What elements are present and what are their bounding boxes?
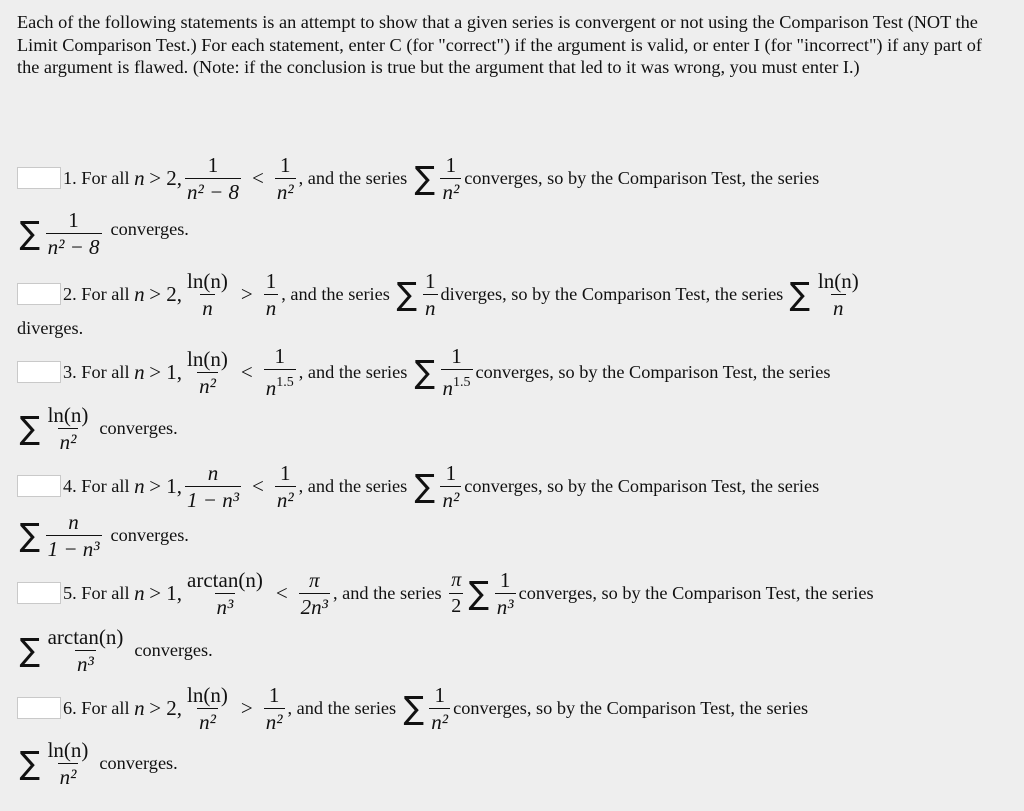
denominator: n³ (496, 594, 514, 619)
statement-2-line2 (17, 318, 83, 339)
denominator: n² − 8 (187, 179, 240, 204)
numerator: n (207, 460, 219, 485)
statement-5-line2 (17, 620, 213, 680)
comma: , (176, 580, 183, 605)
numerator: ln(n) (187, 346, 228, 371)
exponent: 1.5 (276, 375, 294, 390)
answer-input-4[interactable] (17, 475, 61, 497)
denominator: n² (199, 709, 216, 734)
sigma-icon: ∑ (19, 409, 41, 447)
statement-3-line2 (17, 398, 178, 458)
rhs-fraction (275, 153, 296, 204)
and-series-text: , and the series (332, 582, 442, 603)
final-fraction (46, 510, 102, 561)
final-fraction (46, 208, 102, 259)
sigma-icon: ∑ (468, 574, 490, 612)
var-n: n (134, 473, 145, 498)
answer-input-5[interactable] (17, 582, 61, 604)
numerator: 1 (207, 152, 219, 177)
lhs-fraction (185, 153, 241, 204)
statement-4-line2 (17, 505, 189, 565)
condition: > 2 (149, 281, 177, 306)
sigma-icon: ∑ (414, 159, 435, 197)
condition: > 1 (149, 473, 177, 498)
comma: , (176, 359, 183, 384)
numerator: 1 (268, 682, 280, 707)
sigma-icon: ∑ (414, 353, 435, 391)
final-word: converges. (99, 752, 178, 773)
statement-1-line2 (17, 203, 189, 263)
relation: < (240, 359, 253, 384)
rhs-fraction (264, 269, 279, 320)
denominator: 1 − n³ (187, 487, 240, 512)
rhs-fraction (264, 344, 296, 400)
numerator: ln(n) (817, 268, 859, 293)
numerator: arctan(n) (47, 624, 124, 649)
denominator: $n^{1.5}$ (264, 369, 296, 400)
var-n: n (134, 281, 145, 306)
numerator: 1 (499, 567, 511, 592)
for-all-text: For all (81, 475, 130, 496)
comma: , (176, 281, 183, 306)
item-number: 3. (63, 361, 77, 382)
sigma-icon: ∑ (414, 467, 435, 505)
for-all-text: For all (81, 167, 130, 188)
numerator: π (309, 567, 320, 592)
conclusion-text: converges, so by the Comparison Test, the series (464, 167, 820, 188)
rhs-fraction (264, 683, 285, 734)
statement-1 (63, 148, 819, 208)
rhs-fraction (299, 568, 330, 619)
lhs-fraction (185, 568, 265, 619)
sigma-icon: ∑ (19, 744, 41, 782)
var-n: n (134, 165, 145, 190)
for-all-text: For all (81, 283, 130, 304)
denominator: n² (442, 179, 460, 204)
conclusion-text: converges, so by the Comparison Test, the series (453, 697, 809, 718)
series-fraction (440, 153, 461, 204)
final-word: converges. (110, 218, 189, 239)
denominator: n³ (77, 651, 94, 676)
rhs-fraction (275, 461, 296, 512)
denominator: n² (59, 429, 77, 454)
conclusion-text: converges, so by the Comparison Test, the series (518, 582, 874, 603)
final-word: diverges. (17, 318, 84, 338)
var-n: n (134, 359, 145, 384)
numerator: 1 (280, 152, 291, 177)
item-number: 6. (63, 697, 77, 718)
for-all-text: For all (81, 697, 130, 718)
final-fraction (816, 269, 861, 320)
series-fraction (423, 269, 438, 320)
denominator: n (202, 295, 213, 320)
denominator: 2n³ (300, 594, 328, 619)
numerator: 1 (451, 344, 462, 368)
relation: < (252, 165, 264, 190)
comma: , (176, 165, 183, 190)
and-series-text: , and the series (298, 167, 408, 188)
series-fraction (441, 344, 473, 400)
final-fraction (46, 625, 126, 676)
relation: < (275, 580, 288, 605)
sigma-icon: ∑ (396, 275, 418, 313)
series-fraction (440, 461, 461, 512)
exponent: 1.5 (453, 375, 471, 390)
conclusion-text: converges, so by the Comparison Test, the series (475, 361, 831, 382)
sigma-icon: ∑ (19, 631, 41, 669)
numerator: ln(n) (47, 402, 89, 427)
denominator: n (265, 295, 277, 320)
statement-6-line2 (17, 733, 178, 793)
denominator: n² (276, 179, 294, 204)
lhs-fraction (185, 461, 241, 512)
item-number: 2. (63, 283, 77, 304)
denominator: n (425, 295, 436, 320)
numerator: ln(n) (187, 268, 228, 293)
statement-3 (63, 342, 830, 402)
answer-input-6[interactable] (17, 697, 61, 719)
denominator: n (833, 295, 844, 320)
numerator: 1 (425, 268, 436, 293)
and-series-text: , and the series (287, 697, 397, 718)
final-fraction (46, 403, 91, 454)
denominator: $n^{1.5}$ (441, 369, 473, 400)
and-series-text: , and the series (281, 283, 390, 304)
lhs-fraction (185, 269, 230, 320)
and-series-text: , and the series (298, 475, 408, 496)
denominator: n² (199, 373, 216, 398)
sigma-icon: ∑ (403, 689, 424, 727)
relation: > (240, 695, 253, 720)
lhs-fraction (185, 683, 230, 734)
statement-6 (63, 678, 808, 738)
numerator: 1 (434, 682, 445, 707)
numerator: 1 (445, 152, 457, 177)
denominator: n² (442, 487, 460, 512)
condition: > 2 (149, 695, 177, 720)
comma: , (176, 473, 183, 498)
denominator: n² (276, 487, 294, 512)
condition: > 1 (149, 580, 177, 605)
sigma-icon: ∑ (19, 516, 41, 554)
statement-5 (63, 563, 874, 623)
denominator: 2 (451, 594, 462, 617)
conclusion-text: diverges, so by the Comparison Test, the series (440, 283, 784, 304)
and-series-text: , and the series (298, 361, 408, 382)
denominator: n² − 8 (47, 234, 100, 259)
series-fraction (495, 568, 516, 619)
relation: > (240, 281, 253, 306)
final-word: converges. (110, 524, 189, 545)
condition: > 2 (149, 165, 177, 190)
var-n: n (134, 695, 145, 720)
numerator: ln(n) (187, 682, 228, 707)
lhs-fraction (185, 347, 230, 398)
numerator: π (451, 568, 462, 591)
numerator: 1 (265, 268, 277, 293)
item-number: 5. (63, 582, 77, 603)
statement-2 (63, 264, 864, 324)
numerator: ln(n) (47, 737, 89, 762)
numerator: arctan(n) (187, 567, 263, 592)
answer-input-1[interactable] (17, 167, 61, 189)
numerator: 1 (68, 207, 79, 232)
denominator: n³ (216, 594, 234, 619)
conclusion-text: converges, so by the Comparison Test, the series (464, 475, 820, 496)
denominator: 1 − n³ (47, 536, 100, 561)
for-all-text: For all (81, 361, 130, 382)
final-word: converges. (99, 417, 178, 438)
numerator: 1 (274, 344, 285, 368)
condition: > 1 (149, 359, 177, 384)
denominator: n² (265, 709, 283, 734)
instructions-text: Each of the following statements is an attempt to show that a given series is convergent or not using the Comparison Test (NOT the Limit Comparison Test.) For each statement, enter C (for "correct") if the argument is valid, or enter I (for "incorrect") if any part of the argument is flawed. (Note: if the conclusion is true but the argument that led to it was wrong, you must enter I.) (17, 12, 982, 77)
relation: < (252, 473, 264, 498)
numerator: 1 (445, 460, 457, 485)
for-all-text: For all (81, 582, 130, 603)
item-number: 1. (63, 167, 77, 188)
var-n: n (134, 580, 145, 605)
final-word: converges. (134, 639, 213, 660)
item-number: 4. (63, 475, 77, 496)
denominator: n² (59, 764, 77, 789)
series-coefficient (449, 569, 463, 618)
numerator: 1 (280, 460, 291, 485)
final-fraction (46, 738, 91, 789)
answer-input-3[interactable] (17, 361, 61, 383)
sigma-icon: ∑ (789, 275, 811, 313)
series-fraction (429, 683, 450, 734)
denominator: n² (431, 709, 449, 734)
sigma-icon: ∑ (19, 214, 41, 252)
numerator: n (68, 509, 79, 534)
answer-input-2[interactable] (17, 283, 61, 305)
comma: , (176, 695, 183, 720)
